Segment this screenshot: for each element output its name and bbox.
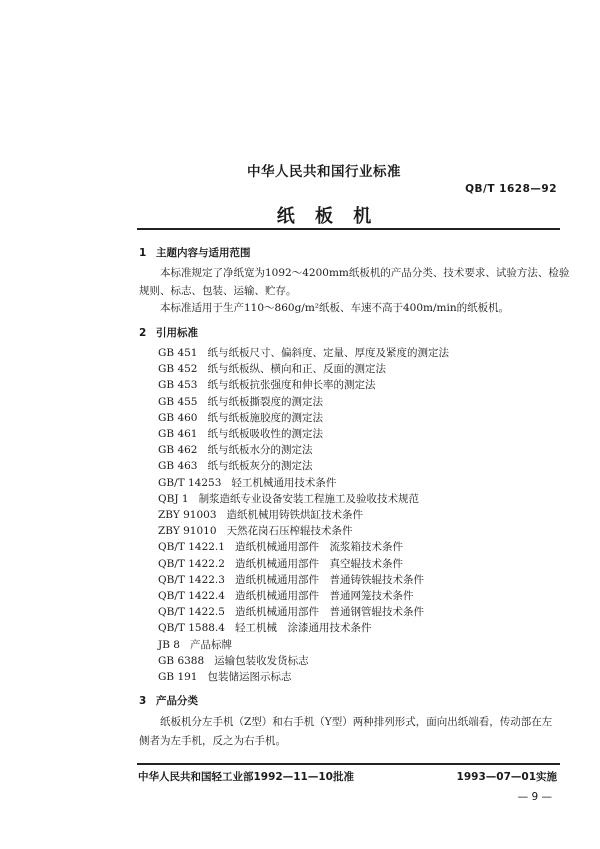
reference-item — [158, 572, 424, 587]
reference-item — [158, 507, 363, 522]
reference-code: GB 462 — [158, 444, 198, 457]
reference-title: 纸与纸板撕裂度的测定法 — [207, 395, 323, 408]
industry-standard-label: 中华人民共和国行业标准 — [247, 164, 401, 180]
section-1-paragraph: 本标准规定了净纸宽为1092～4200mm纸板机的产品分类、技术要求、试验方法、检验 — [160, 267, 570, 279]
reference-item — [158, 345, 449, 360]
page-number: — 9 — — [517, 791, 552, 803]
reference-item — [158, 491, 419, 506]
reference-item — [158, 523, 353, 538]
reference-code: GB 452 — [158, 363, 198, 376]
reference-item — [158, 442, 312, 457]
reference-title: 纸与纸板施胶度的测定法 — [207, 411, 323, 424]
reference-title: 纸与纸板灰分的测定法 — [207, 460, 313, 473]
reference-item — [158, 410, 323, 425]
reference-title: 纸与纸板纵、横向和正、反面的测定法 — [207, 363, 386, 376]
reference-item — [158, 539, 403, 554]
reference-code: GB/T 14253 — [158, 476, 222, 489]
reference-code: QB/T 1422.3 — [158, 573, 225, 586]
reference-item — [158, 588, 413, 603]
section-title: 主题内容与适用范围 — [156, 247, 251, 259]
section-number: 3 — [139, 695, 147, 707]
document-title: 纸 板 机 — [276, 206, 372, 227]
reference-title: 造纸机械通用部件 流浆箱技术条件 — [234, 541, 403, 554]
reference-title: 轻工机械通用技术条件 — [231, 476, 337, 489]
reference-item — [158, 426, 323, 441]
approval-note: 中华人民共和国轻工业部1992—11—10批准 — [138, 771, 354, 783]
section-3-paragraph: 纸板机分左手机（Z型）和右手机（Y型）两种排列形式，面向出纸端看，传动部在左 — [160, 716, 553, 728]
reference-code: JB 8 — [158, 638, 180, 651]
reference-title: 造纸机械用铸铁烘缸技术条件 — [226, 509, 363, 521]
standard-code: QB/T 1628—92 — [465, 183, 557, 195]
reference-code: GB 460 — [158, 411, 198, 424]
reference-item — [158, 604, 424, 619]
reference-code: GB 461 — [158, 428, 198, 440]
reference-title: 纸与纸板水分的测定法 — [207, 444, 313, 457]
section-title: 引用标准 — [156, 327, 198, 339]
reference-item — [158, 556, 403, 571]
header-divider — [137, 228, 560, 230]
reference-title: 制浆造纸专业设备安装工程施工及验收技术规范 — [198, 492, 420, 505]
section-1-paragraph-cont: 规则、标志、包装、运输、贮存。 — [139, 285, 297, 297]
reference-item — [158, 620, 371, 635]
reference-title: 运输包装收发货标志 — [214, 654, 309, 667]
reference-item — [158, 394, 323, 409]
reference-code: GB 451 — [158, 347, 198, 359]
reference-code: GB 455 — [158, 395, 198, 408]
reference-title: 造纸机械通用部件 普通铸铁辊技术条件 — [234, 573, 424, 586]
reference-title: 天然花岗石压榨辊技术条件 — [226, 525, 353, 538]
reference-title: 造纸机械通用部件 普通钢管辊技术条件 — [234, 606, 424, 619]
reference-code: QB/T 1588.4 — [158, 622, 225, 635]
reference-title: 造纸机械通用部件 普通网笼技术条件 — [234, 590, 414, 602]
reference-title: 轻工机械 涂漆通用技术条件 — [234, 622, 372, 635]
reference-code: QB/T 1422.4 — [158, 590, 225, 602]
reference-code: QB/T 1422.2 — [158, 557, 225, 570]
reference-item — [158, 377, 375, 392]
reference-code: ZBY 91003 — [158, 509, 217, 521]
section-1-heading — [139, 245, 251, 260]
reference-item — [158, 637, 232, 652]
reference-item — [158, 458, 312, 473]
section-2-heading — [139, 325, 198, 340]
reference-title: 纸与纸板吸收性的测定法 — [207, 428, 323, 440]
reference-title: 纸与纸板尺寸、偏斜度、定量、厚度及紧度的测定法 — [207, 347, 449, 359]
section-1-paragraph: 本标准适用于生产110～860g/m²纸板、车速不高于400m/min的纸板机。 — [160, 302, 510, 314]
reference-code: GB 191 — [158, 671, 198, 683]
reference-code: ZBY 91010 — [158, 525, 217, 538]
section-number: 2 — [139, 327, 147, 339]
reference-code: GB 6388 — [158, 654, 205, 667]
section-title: 产品分类 — [156, 695, 198, 707]
section-number: 1 — [139, 247, 147, 259]
reference-title: 造纸机械通用部件 真空辊技术条件 — [234, 557, 403, 570]
reference-title: 纸与纸板抗张强度和伸长率的测定法 — [207, 379, 376, 392]
reference-code: QB/T 1422.5 — [158, 606, 225, 619]
reference-item — [158, 361, 386, 376]
reference-code: QBJ 1 — [158, 492, 189, 505]
reference-item — [158, 475, 336, 490]
reference-code: GB 453 — [158, 379, 198, 392]
reference-title: 产品标牌 — [189, 638, 232, 651]
implementation-date: 1993—07—01实施 — [456, 771, 557, 783]
reference-item — [158, 669, 291, 684]
section-3-heading — [139, 693, 198, 708]
section-3-paragraph-cont: 侧者为左手机，反之为右手机。 — [139, 735, 286, 747]
reference-code: QB/T 1422.1 — [158, 541, 225, 554]
reference-code: GB 463 — [158, 460, 198, 473]
footer-divider — [137, 763, 560, 765]
reference-title: 包装储运图示标志 — [207, 671, 292, 683]
reference-item — [158, 653, 309, 668]
